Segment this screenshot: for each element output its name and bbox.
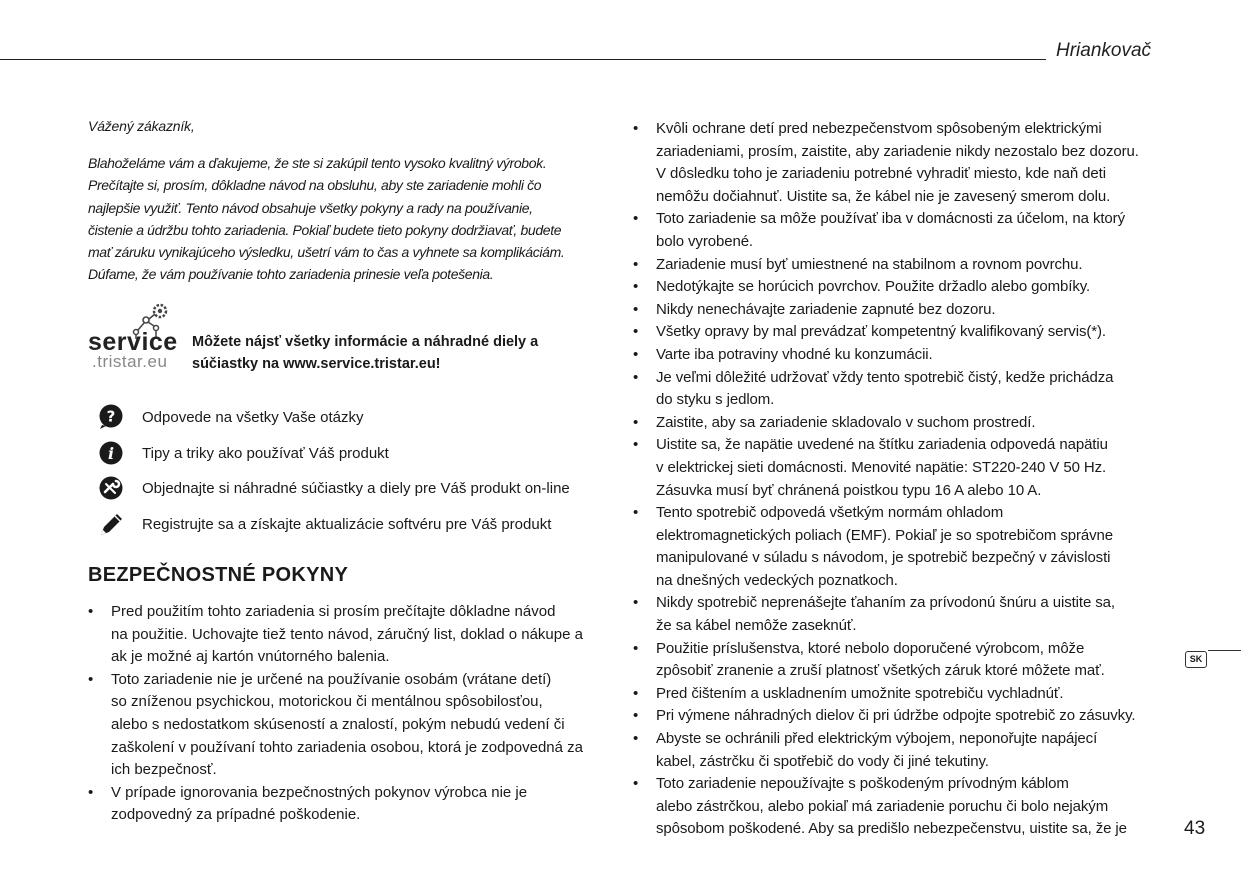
safety-item [88,669,608,782]
safety-item [633,276,1163,299]
service-text-line: Môžete nájsť všetky informácie a náhradné diely a [192,334,539,350]
safety-item [633,254,1163,277]
safety-item-line: Je veľmi dôležité udržovať vždy tento spotrebič čistý, kedže prichádza [656,368,1114,386]
intro-line: mať záruku vynikajúceho výsledku, ušetrí vám to čas a vyhnete sa komplikáciám. [88,244,565,261]
intro-line: čistenie a údržbu tohto zariadenia. Pokiaľ budete tieto pokyny dodržiavať, budete [88,221,562,238]
safety-item-line: že sa kábel nemôže zaseknúť. [656,617,857,635]
safety-item [633,321,1163,344]
safety-item-line: alebo zástrčkou, alebo pokiaľ má zariadenie poruchu či bolo nejakým [656,797,1109,815]
feature-item [88,511,608,547]
safety-item [633,208,1163,253]
safety-item-line: V dôsledku toho je zariadeniu potrebné vyhradiť miesto, kde naň deti [656,165,1106,183]
safety-item-line: bolo vyrobené. [656,232,754,250]
safety-item-line: elektromagnetických poliach (EMF). Pokiaľ je so spotrebičom správne [656,526,1114,544]
feature-item [88,404,608,440]
svg-text:i: i [107,443,115,463]
language-tab-rule [1208,650,1241,651]
feature-text: Odpovede na všetky Vaše otázky [142,409,364,426]
intro-section [88,118,608,286]
safety-item-line: Uistite sa, že napätie uvedené na štítku zariadenia odpovedá napätiu [656,436,1108,454]
safety-item [88,601,608,669]
safety-item-line: zaškolení v používaní tohto zariadenia osobou, ktorá je zodpovedná za [111,738,583,756]
safety-item-line: Zaistite, aby sa zariadenie skladovalo v suchom prostredí. [656,413,1036,431]
safety-item-line: Toto zariadenie nepoužívajte s poškodeným prívodným káblom [656,775,1069,793]
question-icon [98,404,124,430]
safety-item-line: alebo s nedostatkom skúseností a znalostí, pokým nebudú vedení či [111,715,565,733]
safety-item-line: nemôžu dočiahnuť. Uistite sa, že kábel nie je zavesený smerom dolu. [656,187,1111,205]
safety-item [633,367,1163,412]
service-tristar-logo [88,300,188,375]
safety-item [633,412,1163,435]
safety-list-right [633,118,1163,841]
safety-item-line: Nedotýkajte se horúcich povrchov. Použite držadlo alebo gombíky. [656,278,1091,296]
safety-item [633,705,1163,728]
feature-item [88,440,608,476]
safety-item-line: so zníženou psychickou, motorickou či mentálnou spôsobilosťou, [111,693,543,711]
safety-item-line: do styku s jedlom. [656,391,775,409]
feature-text: Registrujte sa a získajte aktualizácie softvéru pre Váš produkt [142,515,552,533]
safety-item-line: zpôsobiť zranenie a zruší platnosť všetkých záruk ktoré môžete mať. [656,662,1105,680]
service-block [88,300,608,380]
safety-item-line: Varte iba potraviny vhodné ku konzumácii. [656,345,933,363]
intro-line: najlepšie využiť. Tento návod obsahuje všetky pokyny a rady na používanie, [88,199,533,216]
safety-list-left [88,601,608,827]
safety-item-line: ak je možné aj kartón vnútorného balenia. [111,648,390,666]
safety-item-line: ich bezpečnosť. [111,761,217,779]
safety-item-line: Toto zariadenie nie je určené na používanie osobám (vrátane detí) [111,670,552,688]
safety-item-line: manipulované v súladu s návodom, je spotrebič bezpečný v závislosti [656,549,1111,567]
feature-text: Tipy a triky ako používať Váš produkt [142,444,389,462]
safety-item-line: na použitie. Uchovajte tiež tento návod, záručný list, doklad o nákupe a [111,625,583,643]
header-rule [0,59,1046,60]
svg-text:?: ? [106,407,116,426]
service-logo-domain: .tristar.eu [92,352,168,371]
safety-item-line: V prípade ignorovania bezpečnostných pokynov výrobca nie je [111,783,528,801]
intro-line: Dúfame, že vám používanie tohto zariadenia prinesie veľa potešenia. [88,266,494,283]
intro-paragraph [88,152,608,286]
safety-item [633,592,1163,637]
safety-item-line: kabel, zástrčku či spotřebič do vody či jiné tekutiny. [656,752,989,770]
safety-item-line: Pred čištením a uskladnením umožnite spotrebiču vychladnúť. [656,684,1064,702]
safety-item-line: Zásuvka musí byť chránená poistkou typu 16 A alebo 10 A. [656,481,1042,499]
wrench-icon [98,475,124,501]
safety-item-line: zariadeniami, prosím, zaistite, aby zariadenie nikdy nezostalo bez dozoru. [656,142,1139,160]
service-text-line: súčiastky na www.service.tristar.eu! [192,356,441,372]
page-header-title: Hriankovač [1056,40,1152,61]
pen-icon [98,511,124,537]
safety-item-line: na dnešných vedeckých poznatkoch. [656,571,898,589]
safety-item [633,502,1163,592]
service-logo-word: service [88,328,178,356]
safety-item-line: Zariadenie musí byť umiestnené na stabilnom a rovnom povrchu. [656,255,1083,273]
safety-item-line: Použitie príslušenstva, ktoré nebolo doporučené výrobcom, môže [656,639,1085,657]
safety-item-line: Pred použitím tohto zariadenia si prosím prečítajte dôkladne návod [111,603,556,620]
safety-item-line: Toto zariadenie sa môže používať iba v domácnosti za účelom, na ktorý [656,210,1125,228]
safety-item-line: Abyste se ochránili před elektrickým výbojem, neponořujte napájecí [656,730,1098,748]
info-icon [98,440,124,466]
safety-item [88,782,608,827]
service-text [192,331,538,375]
safety-item-line: Všetky opravy by mal prevádzať kompetentný kvalifikovaný servis(*). [656,323,1106,341]
feature-text: Objednajte si náhradné súčiastky a diely pre Váš produkt on-line [142,480,570,497]
feature-item [88,475,608,511]
safety-item-line: Pri výmene náhradných dielov či pri údržbe odpojte spotrebič zo zásuvky. [656,707,1136,725]
language-badge: SK [1185,651,1207,668]
intro-line: Prečítajte si, prosím, dôkladne návod na obsluhu, aby ste zariadenie mohli čo [88,177,542,194]
safety-item-line: spôsobom poškodené. Aby sa predišlo nebezpečenstvu, uistite sa, že je [656,820,1127,838]
safety-item-line: zodpovedný za prípadné poškodenie. [111,806,361,824]
feature-list [88,404,608,546]
safety-item [633,638,1163,683]
intro-line: Blahoželáme vám a ďakujeme, že ste si zakúpil tento vysoko kvalitný výrobok. [88,155,547,171]
safety-item-line: Kvôli ochrane detí pred nebezpečenstvom spôsobeným elektrickými [656,120,1102,137]
safety-item [633,344,1163,367]
safety-item [633,299,1163,322]
safety-item [633,773,1163,841]
safety-item [633,118,1163,208]
safety-item [633,434,1163,502]
safety-item-line: v elektrickej sieti domácnosti. Menovité napätie: ST220-240 V 50 Hz. [656,458,1107,476]
safety-item [633,728,1163,773]
safety-item-line: Nikdy spotrebič neprenášejte ťahaním za prívodonú šnúru a uistite sa, [656,594,1115,612]
safety-heading: BEZPEČNOSTNÉ POKYNY [88,564,349,586]
safety-item-line: Tento spotrebič odpovedá všetkým normám ohladom [656,504,1004,522]
page-number: 43 [1184,818,1206,839]
safety-item-line: Nikdy nenechávajte zariadenie zapnuté bez dozoru. [656,300,996,318]
safety-item [633,683,1163,706]
greeting: Vážený zákazník, [88,118,195,134]
